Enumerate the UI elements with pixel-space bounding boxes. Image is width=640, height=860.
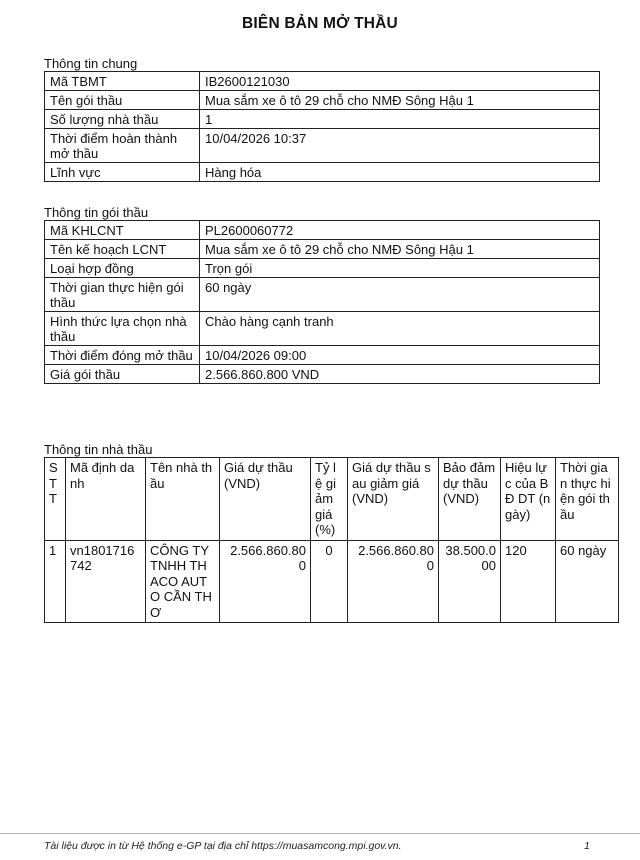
column-header: Giá dự thầu sau giảm giá (VND) [348,458,439,541]
column-header: Giá dự thầu (VND) [220,458,311,541]
cell-price-after-discount: 2.566.860.800 [348,540,439,623]
row-label: Thời gian thực hiện gói thầu [45,278,200,312]
table-row [45,259,600,278]
cell-discount-rate: 0 [311,540,348,623]
column-header: Thời gian thực hiện gói thầu [556,458,619,541]
table-row [45,240,600,259]
row-value: Mua sắm xe ô tô 29 chỗ cho NMĐ Sông Hậu 1 [200,240,600,259]
column-header: STT [45,458,66,541]
footer-divider [0,833,640,834]
row-value: Chào hàng cạnh tranh [200,312,600,346]
table-row [45,540,619,623]
package-info-heading: Thông tin gói thầu [44,205,149,220]
column-header: Tên nhà thầu [146,458,220,541]
cell-bid-security: 38.500.000 [439,540,501,623]
row-value: 60 ngày [200,278,600,312]
package-info-table [44,220,600,384]
column-header: Mã định danh [66,458,146,541]
cell-security-validity: 120 [501,540,556,623]
table-row [45,365,600,384]
table-row [45,278,600,312]
table-row [45,91,600,110]
table-row [45,346,600,365]
row-label: Loại hợp đồng [45,259,200,278]
column-header: Tỷ lệ giảm giá (%) [311,458,348,541]
row-value: IB2600121030 [200,72,600,91]
table-row [45,312,600,346]
row-value: 10/04/2026 09:00 [200,346,600,365]
row-label: Thời điểm hoàn thành mở thầu [45,129,200,163]
table-row [45,129,600,163]
cell-bid-price: 2.566.860.800 [220,540,311,623]
column-header: Hiệu lực của BĐ DT (ngày) [501,458,556,541]
table-row [45,72,600,91]
general-info-table [44,71,600,182]
row-value: PL2600060772 [200,221,600,240]
row-label: Thời điểm đóng mở thầu [45,346,200,365]
contractor-table [44,457,619,623]
row-label: Tên kế hoạch LCNT [45,240,200,259]
row-value: 1 [200,110,600,129]
cell-stt: 1 [45,540,66,623]
footer-text: Tài liệu được in từ Hệ thống e-GP tại địa chỉ https://muasamcong.mpi.gov.vn. [44,840,402,852]
cell-duration: 60 ngày [556,540,619,623]
row-label: Mã KHLCNT [45,221,200,240]
table-header-row [45,458,619,541]
row-label: Giá gói thầu [45,365,200,384]
document-title: BIÊN BẢN MỞ THẦU [242,15,398,32]
cell-id: vn1801716742 [66,540,146,623]
table-row [45,221,600,240]
page-number: 1 [584,840,590,852]
row-value: Hàng hóa [200,163,600,182]
row-label: Hình thức lựa chọn nhà thầu [45,312,200,346]
cell-contractor-name: CÔNG TY TNHH THACO AUTO CẦN THƠ [146,540,220,623]
row-label: Mã TBMT [45,72,200,91]
row-value: 2.566.860.800 VND [200,365,600,384]
row-value: Trọn gói [200,259,600,278]
table-row [45,110,600,129]
row-value: Mua sắm xe ô tô 29 chỗ cho NMĐ Sông Hậu 1 [200,91,600,110]
table-row [45,163,600,182]
general-info-heading: Thông tin chung [44,56,138,71]
contractor-info-heading: Thông tin nhà thầu [44,442,153,457]
row-label: Số lượng nhà thầu [45,110,200,129]
column-header: Bảo đảm dự thầu (VND) [439,458,501,541]
row-value: 10/04/2026 10:37 [200,129,600,163]
row-label: Tên gói thầu [45,91,200,110]
row-label: Lĩnh vực [45,163,200,182]
